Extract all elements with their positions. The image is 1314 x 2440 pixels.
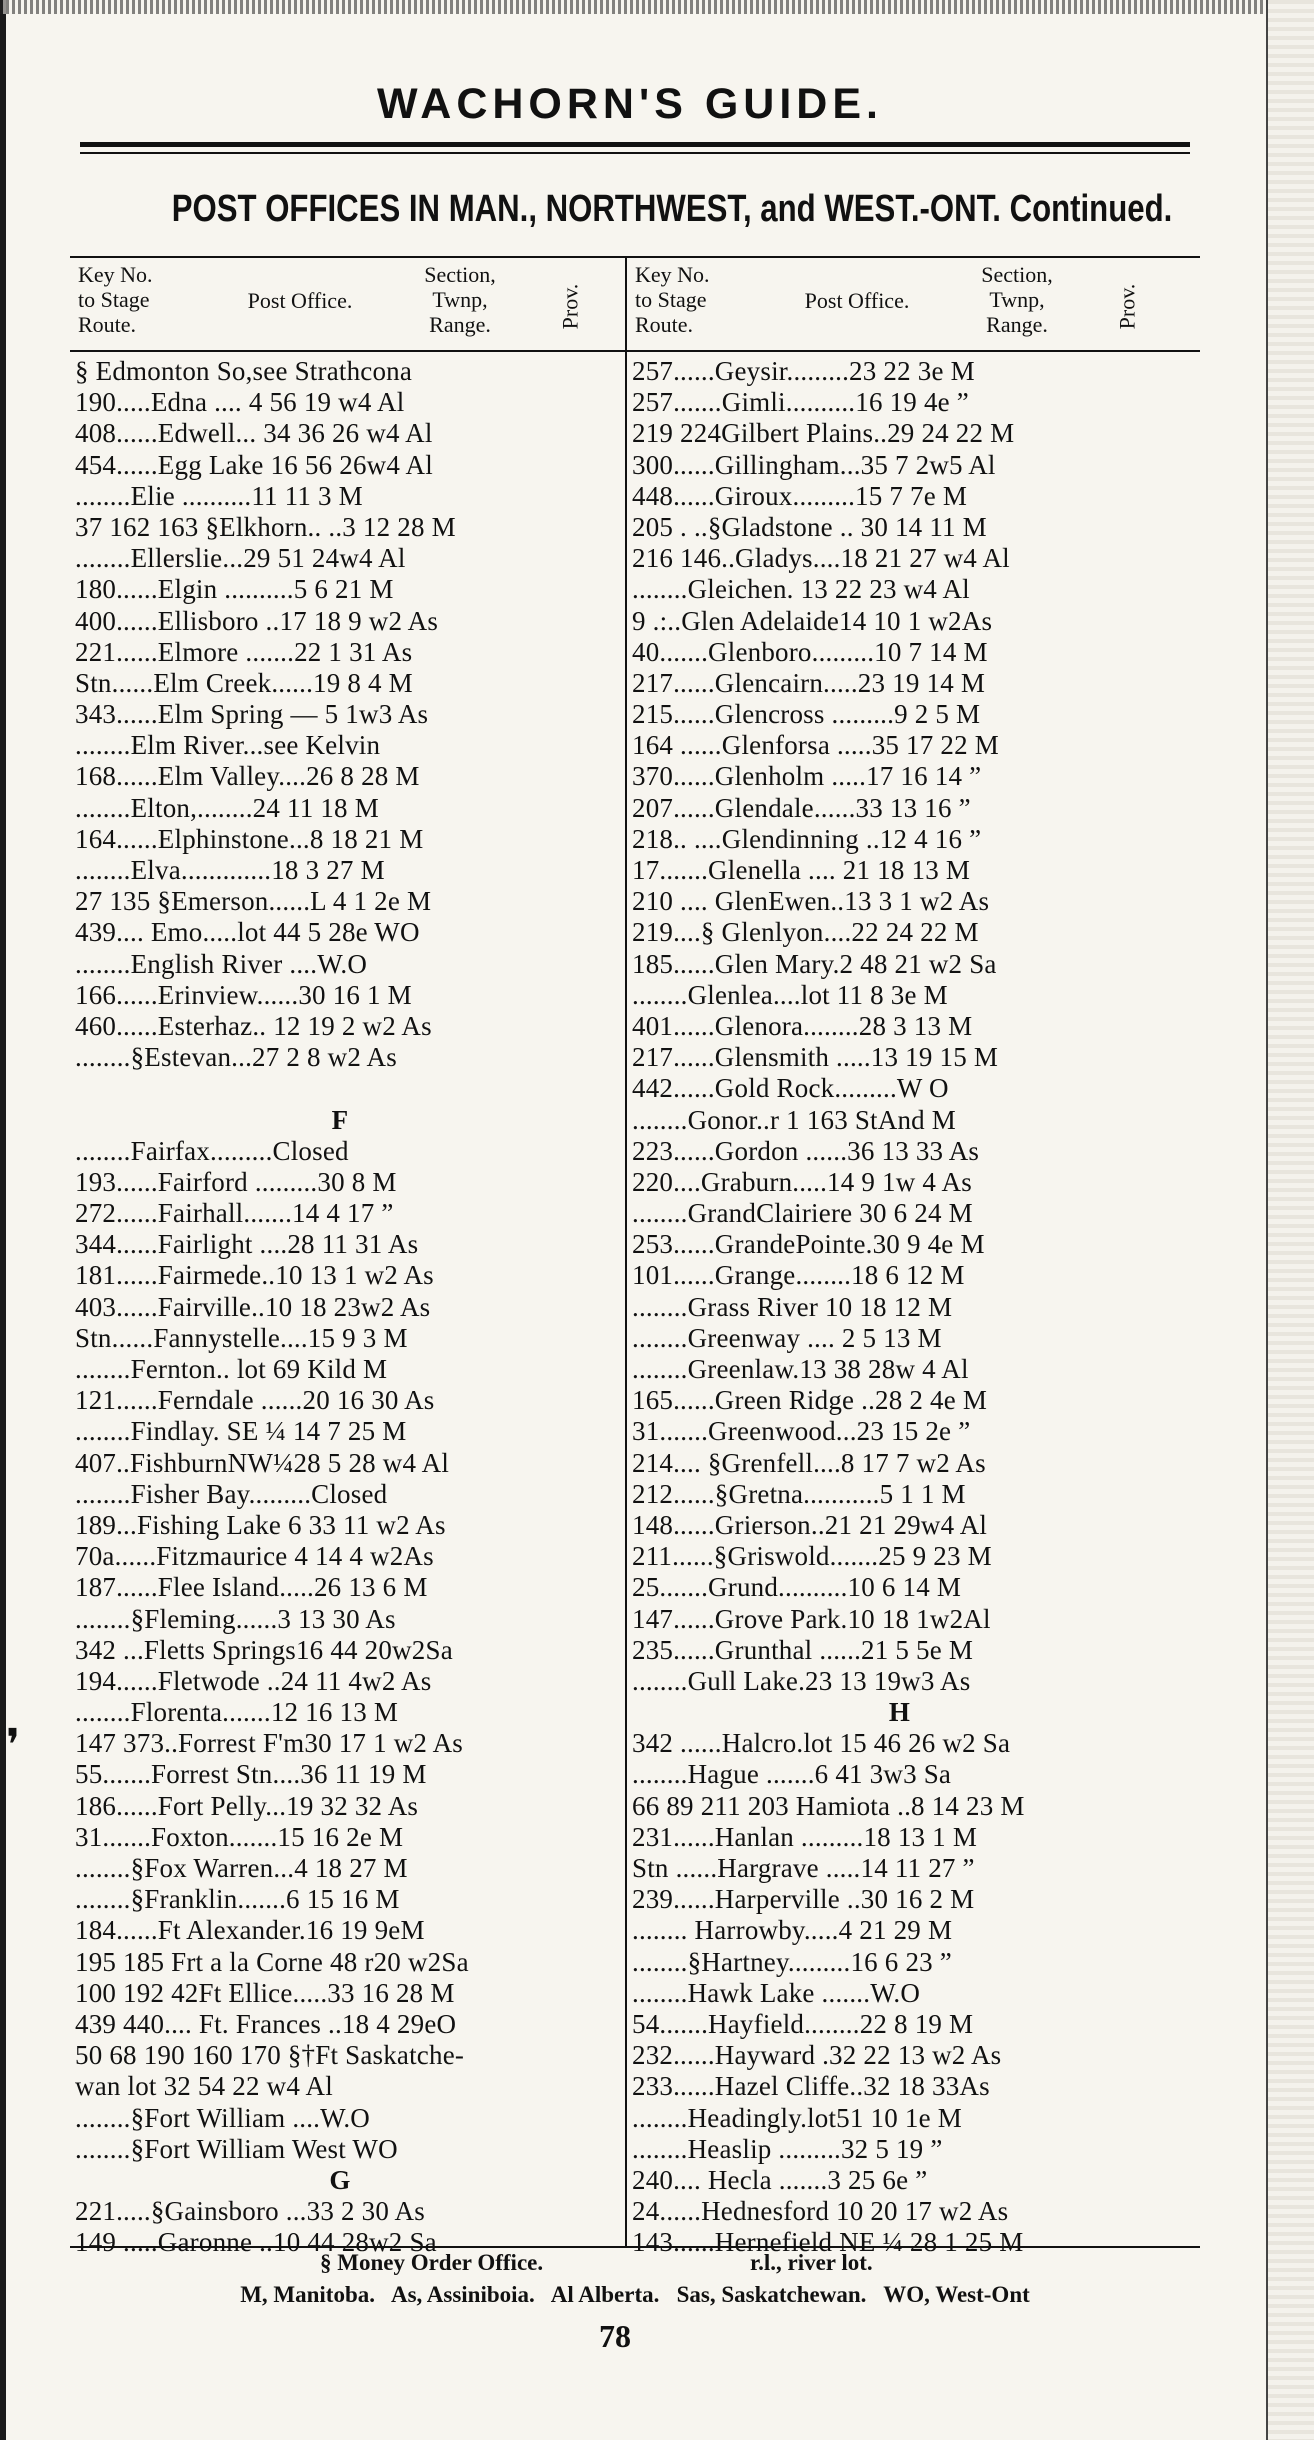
entry-line: 235......Grunthal ......21 5 5e M — [632, 1634, 974, 1665]
entry-line: 195 185 Frt a la Corne 48 r20 w2Sa — [75, 1946, 469, 1977]
entry-line: 37 162 163 §Elkhorn.. ..3 12 28 M — [75, 511, 456, 542]
entry-line: 233......Hazel Cliffe..32 18 33As — [632, 2071, 990, 2102]
page-edge-right — [1266, 0, 1314, 2440]
entry-line: 221......Elmore .......22 1 31 As — [75, 636, 413, 667]
footer-notes — [70, 2250, 1200, 2282]
entry-line: 193......Fairford .........30 8 M — [75, 1166, 397, 1197]
entry-line: 257......Geysir.........23 22 3e M — [632, 356, 975, 386]
entry-line: 219 224Gilbert Plains..29 24 22 M — [632, 418, 1015, 449]
entry-line: 439.... Emo.....lot 44 5 28e WO — [75, 917, 420, 948]
page-header: WACHORN'S GUIDE. — [377, 80, 883, 128]
entry-line: 25.......Grund..........10 6 14 M — [632, 1572, 962, 1603]
entry-line: ........Elton,........24 11 18 M — [75, 792, 379, 823]
entry-line: 187......Flee Island.....26 13 6 M — [75, 1572, 428, 1603]
entry-line: 164 ......Glenforsa .....35 17 22 M — [632, 730, 999, 761]
entry-line: 214.... §Grenfell....8 17 7 w2 As — [632, 1447, 986, 1478]
entry-line: 401......Glenora........28 3 13 M — [632, 1010, 973, 1041]
entry-line: 184......Ft Alexander.16 19 9eM — [75, 1915, 425, 1946]
entry-line: 55.......Forrest Stn....36 11 19 M — [75, 1759, 427, 1790]
entry-line: 17.......Glenella .... 21 18 13 M — [632, 855, 971, 885]
entry-line: 181......Fairmede..10 13 1 w2 As — [75, 1260, 434, 1291]
page-number: 78 — [599, 2318, 631, 2354]
entry-line: 223......Gordon ......36 13 33 As — [632, 1135, 980, 1166]
margin-mark: ❜ — [6, 1721, 21, 1770]
entry-line: 408......Edwell... 34 36 26 w4 Al — [75, 418, 433, 449]
entry-line: 70a......Fitzmaurice 4 14 4 w2As — [75, 1541, 434, 1572]
page-edge-top — [0, 0, 1314, 14]
entry-line: 344......Fairlight ....28 11 31 As — [75, 1229, 419, 1260]
entry-line: ........§Fort William ....W.O — [75, 2102, 370, 2133]
prov-header: Prov. — [557, 283, 583, 329]
entry-line: ........Florenta.......12 16 13 M — [75, 1697, 399, 1728]
column-divider — [625, 256, 627, 2246]
entry-line: 403......Fairville..10 18 23w2 As — [75, 1291, 431, 1322]
entry-line: ........Greenway .... 2 5 13 M — [632, 1322, 942, 1353]
money-order-note: § Money Order Office. — [320, 2250, 544, 2275]
entry-line: 300......Gillingham...35 7 2w5 Al — [632, 449, 996, 480]
entry-line: Stn......Fannystelle....15 9 3 M — [75, 1322, 408, 1353]
page-title: POST OFFICES IN MAN., NORTHWEST, and WEST.-ONT. Continued. — [171, 188, 1173, 230]
entry-line: 149 .....Garonne ..10 44 28w2 Sa — [75, 2227, 437, 2258]
left-column — [75, 356, 605, 2258]
entry-line: 217......Glensmith .....13 19 15 M — [632, 1042, 999, 1073]
entry-line: ........Heaslip .........32 5 19 ” — [632, 2133, 943, 2164]
entry-line: 212......§Gretna...........5 1 1 M — [632, 1478, 966, 1509]
entry-line: 400......Ellisboro ..17 18 9 w2 As — [75, 605, 439, 636]
entry-line: 27 135 §Emerson......L 4 1 2e M — [75, 886, 432, 917]
key-header: Key No. to Stage Route. — [635, 262, 710, 337]
entry-line: 219....§ Glenlyon....22 24 22 M — [632, 917, 979, 948]
entry-line: ........Gonor..r 1 163 StAnd M — [632, 1104, 957, 1135]
entry-line: ........GrandClairiere 30 6 24 M — [632, 1198, 973, 1229]
entry-line: ........Fernton.. lot 69 Kild M — [75, 1354, 388, 1384]
post-office-header: Post Office. — [804, 288, 910, 313]
entry-line: ........§Hartney.........16 6 23 ” — [632, 1946, 952, 1977]
entry-line: 239......Harperville ..30 16 2 M — [632, 1884, 975, 1915]
entry-line: ........§Estevan...27 2 8 w2 As — [75, 1042, 397, 1073]
entry-line: ........§Fox Warren...4 18 27 M — [75, 1853, 408, 1883]
entry-line: 342 ...Fletts Springs16 44 20w2Sa — [75, 1634, 453, 1665]
entry-line: § Edmonton So,see Strathcona — [75, 356, 413, 386]
entry-line: ........Ellerslie...29 51 24w4 Al — [75, 543, 406, 574]
entry-line: 190.....Edna .... 4 56 19 w4 Al — [75, 387, 405, 418]
entry-line: 66 89 211 203 Hamiota ..8 14 23 M — [632, 1790, 1025, 1821]
entry-line: ........Hawk Lake .......W.O — [632, 1977, 921, 2008]
section-letter: F — [331, 1104, 349, 1135]
entry-line: ........Gull Lake.23 13 19w3 As — [632, 1665, 971, 1696]
entry-line: 54.......Hayfield........22 8 19 M — [632, 2008, 974, 2039]
entry-line: 121......Ferndale ......20 16 30 As — [75, 1385, 435, 1416]
entry-line: 240.... Hecla .......3 25 6e ” — [632, 2164, 928, 2195]
header-rule-thick — [80, 142, 1190, 147]
entry-line: 343......Elm Spring — 5 1w3 As — [75, 699, 429, 730]
entry-line: 439 440.... Ft. Frances ..18 4 29eO — [75, 2008, 457, 2039]
entry-line: ........Gleichen. 13 22 23 w4 Al — [632, 574, 970, 605]
entry-line: 460......Esterhaz.. 12 19 2 w2 As — [75, 1010, 432, 1041]
entry-line: ........Elie ..........11 11 3 M — [75, 480, 363, 511]
entry-line: ........Headingly.lot51 10 1e M — [632, 2102, 962, 2133]
right-column-header — [627, 262, 1200, 348]
entry-line: ........Grass River 10 18 12 M — [632, 1291, 953, 1322]
province-legend: M, Manitoba. As, Assiniboia. Al Alberta. Sas, Saskatchewan. WO, West-Ont — [240, 2282, 1030, 2307]
entry-line: 189...Fishing Lake 6 33 11 w2 As — [75, 1509, 446, 1540]
entry-line: 31.......Foxton.......15 16 2e M — [75, 1821, 404, 1852]
entry-line: 272......Fairhall.......14 4 17 ” — [75, 1198, 394, 1229]
entry-line: 24......Hednesford 10 20 17 w2 As — [632, 2196, 1009, 2227]
entry-line: 211......§Griswold.......25 9 23 M — [632, 1541, 992, 1572]
entry-line: 232......Hayward .32 22 13 w2 As — [632, 2040, 1002, 2071]
entry-line: 165......Green Ridge ..28 2 4e M — [632, 1385, 988, 1416]
entry-line: 370......Glenholm .....17 16 14 ” — [632, 761, 982, 792]
entry-line: ........Elm River...see Kelvin — [75, 730, 381, 761]
entry-line: 194......Fletwode ..24 11 4w2 As — [75, 1665, 432, 1696]
entry-line: ........Glenlea....lot 11 8 3e M — [632, 979, 948, 1010]
entry-line: 147......Grove Park.10 18 1w2Al — [632, 1603, 991, 1634]
entry-line: 216 146..Gladys....18 21 27 w4 Al — [632, 543, 1010, 574]
entry-line: ........Hague .......6 41 3w3 Sa — [632, 1759, 952, 1790]
entry-line: 442......Gold Rock.........W O — [632, 1073, 949, 1104]
entry-line: 186......Fort Pelly...19 32 32 As — [75, 1790, 419, 1821]
entry-line: 9 .:..Glen Adelaide14 10 1 w2As — [632, 605, 993, 636]
river-lot-note: r.l., river lot. — [750, 2250, 873, 2275]
key-header: Key No. to Stage Route. — [78, 262, 153, 337]
entry-line: 40.......Glenboro.........10 7 14 M — [632, 636, 988, 667]
right-column — [632, 356, 1167, 2258]
entry-line: 342 ......Halcro.lot 15 46 26 w2 Sa — [632, 1728, 1011, 1759]
entry-line: 100 192 42Ft Ellice.....33 16 28 M — [75, 1977, 455, 2008]
entry-line: 231......Hanlan .........18 13 1 M — [632, 1821, 978, 1852]
entry-line: 448......Giroux.........15 7 7e M — [632, 480, 968, 511]
entry-line: 168......Elm Valley....26 8 28 M — [75, 761, 420, 792]
entry-line: 221.....§Gainsboro ...33 2 30 As — [75, 2196, 425, 2227]
entry-line: 218.. ....Glendinning ..12 4 16 ” — [632, 823, 982, 854]
entry-line: 50 68 190 160 170 §†Ft Saskatche- — [75, 2040, 465, 2071]
entry-line: ........Greenlaw.13 38 28w 4 Al — [632, 1354, 969, 1384]
entry-line: 148......Grierson..21 21 29w4 Al — [632, 1509, 988, 1540]
section-header: Section, Twnp, Range. — [981, 262, 1053, 337]
entry-line: 215......Glencross .........9 2 5 M — [632, 699, 981, 730]
entry-line: ........English River ....W.O — [75, 948, 368, 979]
entry-line: ........§Fort William West WO — [75, 2133, 398, 2164]
entry-line: Stn......Elm Creek......19 8 4 M — [75, 667, 413, 698]
entry-line: ........Elva.............18 3 27 M — [75, 855, 385, 885]
table-header-rule — [70, 350, 1200, 352]
section-letter: H — [888, 1697, 911, 1728]
entry-line: ........Fairfax.........Closed — [75, 1135, 349, 1166]
section-header: Section, Twnp, Range. — [424, 262, 496, 337]
prov-header: Prov. — [1114, 283, 1140, 329]
entry-line: 166......Erinview......30 16 1 M — [75, 979, 412, 1010]
entry-line: 217......Glencairn.....23 19 14 M — [632, 667, 986, 698]
entry-line: 180......Elgin ..........5 6 21 M — [75, 574, 394, 605]
entry-line: 257.......Gimli..........16 19 4e ” — [632, 387, 969, 418]
entry-line: 205 . ..§Gladstone .. 30 14 11 M — [632, 511, 987, 542]
entry-line: 454......Egg Lake 16 56 26w4 Al — [75, 449, 433, 480]
entry-line: 210 .... GlenEwen..13 3 1 w2 As — [632, 886, 990, 917]
post-office-header: Post Office. — [247, 288, 353, 313]
entry-line: Stn ......Hargrave .....14 11 27 ” — [632, 1853, 975, 1883]
entry-line: 407..FishburnNW¼28 5 28 w4 Al — [75, 1447, 450, 1478]
entry-line: wan lot 32 54 22 w4 Al — [75, 2071, 333, 2102]
entry-line: 164......Elphinstone...8 18 21 M — [75, 823, 424, 854]
section-letter: G — [329, 2164, 351, 2195]
entry-line: ........Findlay. SE ¼ 14 7 25 M — [75, 1416, 407, 1447]
entry-line: 101......Grange........18 6 12 M — [632, 1260, 965, 1291]
entry-line: 147 373..Forrest F'm30 17 1 w2 As — [75, 1728, 463, 1759]
entry-line: 220....Graburn.....14 9 1w 4 As — [632, 1166, 972, 1197]
entry-line: 253......GrandePointe.30 9 4e M — [632, 1229, 985, 1260]
left-column-header — [70, 262, 625, 348]
entry-line: 31.......Greenwood...23 15 2e ” — [632, 1416, 971, 1447]
entry-line: ........Fisher Bay.........Closed — [75, 1478, 388, 1509]
entry-line: 185......Glen Mary.2 48 21 w2 Sa — [632, 948, 997, 979]
table-top-rule — [70, 256, 1200, 258]
entry-line: 143......Hernefield NE ¼ 28 1 25 M — [632, 2227, 1024, 2258]
entry-line: ........§Fleming......3 13 30 As — [75, 1603, 396, 1634]
page-edge-left — [0, 0, 6, 2440]
header-rule-thin — [80, 152, 1190, 154]
entry-line — [75, 1073, 605, 1104]
entry-line: 207......Glendale......33 13 16 ” — [632, 792, 971, 823]
entry-line: ........ Harrowby.....4 21 29 M — [632, 1915, 953, 1946]
entry-line: ........§Franklin.......6 15 16 M — [75, 1884, 400, 1915]
